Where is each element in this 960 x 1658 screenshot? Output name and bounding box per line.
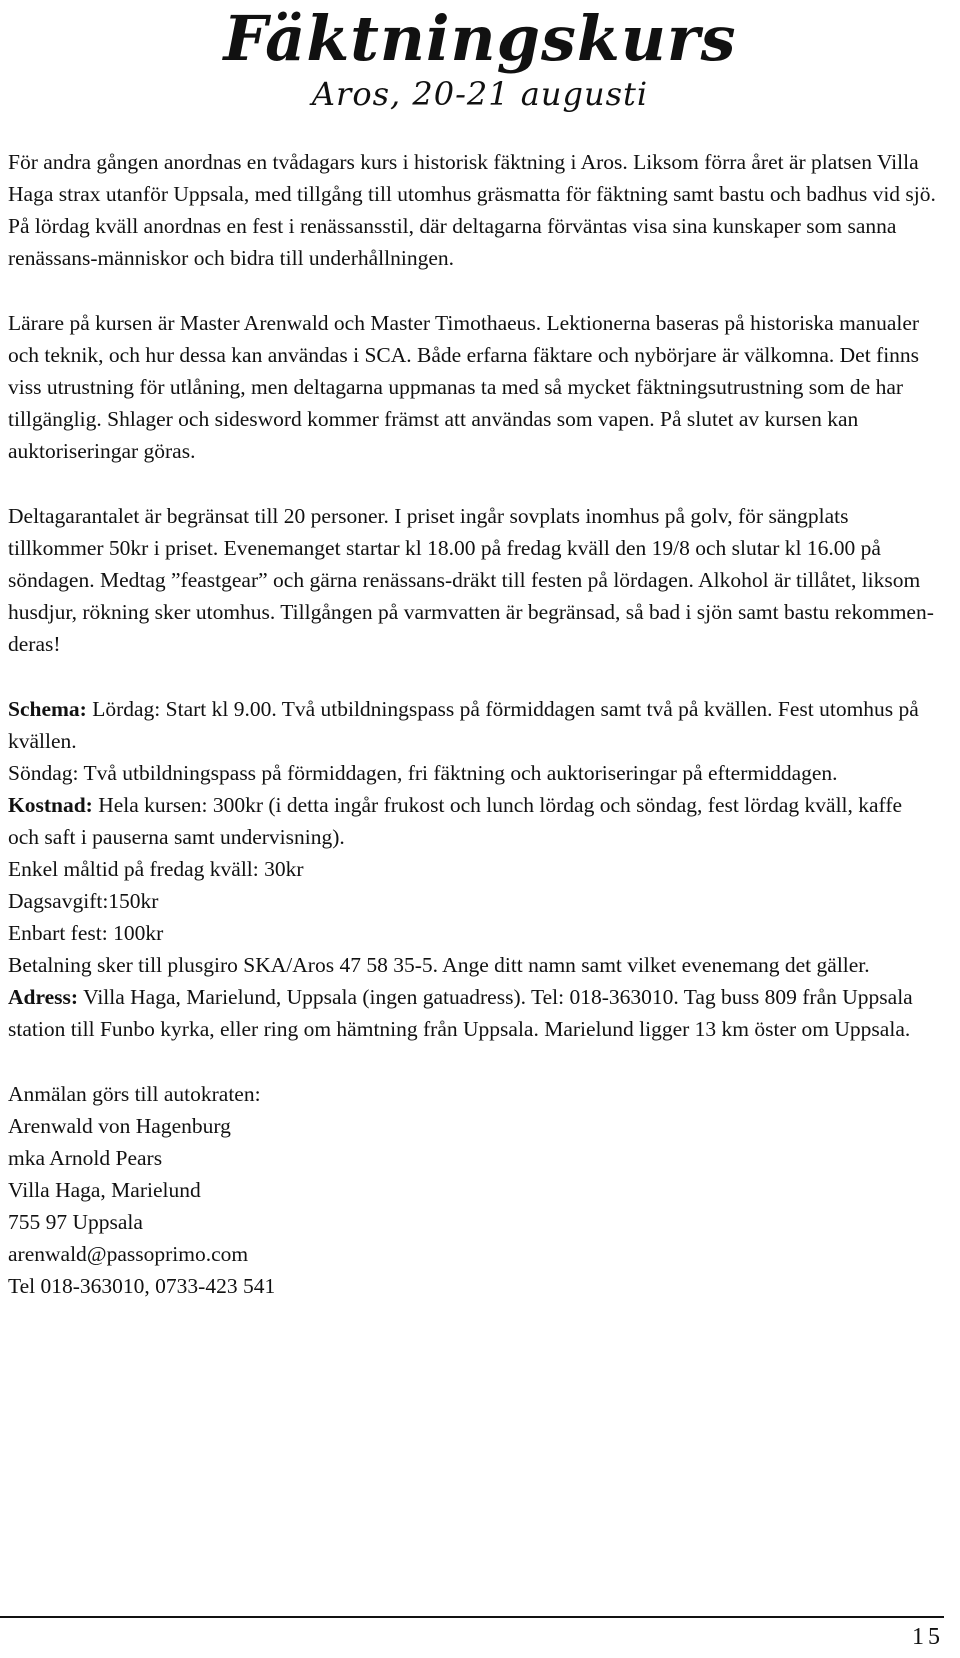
- cost-full-text: Hela kursen: 300kr (i detta ingår frukost och lunch lördag och söndag, fest lördag kväll, kaffe och saft i pauserna samt undervisning).: [8, 793, 903, 849]
- registration-mka: mka Arnold Pears: [8, 1146, 163, 1170]
- address: [8, 981, 938, 1045]
- cost-label: Kostnad:: [8, 793, 93, 817]
- page-title: Fäktningskurs: [223, 2, 737, 75]
- article-body: [8, 146, 938, 1302]
- paragraph-gap: [8, 660, 938, 693]
- cost-full: [8, 789, 938, 853]
- cost-meal: Enkel måltid på fredag kväll: 30kr: [8, 857, 304, 881]
- schedule-sunday: Söndag: Två utbildningspass på förmiddagen, fri fäktning och auktoriseringar på eftermiddagen.: [8, 761, 838, 785]
- registration-phone: Tel 018-363010, 0733-423 541: [8, 1274, 276, 1298]
- page-number: 15: [912, 1624, 944, 1650]
- intro-paragraph: För andra gången anordnas en tvådagars kurs i historisk fäktning i Aros. Liksom förra året är platsen Villa Haga strax utanför Uppsala, med tillgång till utomhus gräsmatta för fäktning samt bastu och badhus vid sjö. På lördag kväll anordnas en fest i renässansstil, där deltagarna förväntas visa sina kunskaper som sanna renässans-människor och bidra till underhållningen.: [8, 150, 936, 270]
- cost-day: Dagsavgift:150kr: [8, 889, 159, 913]
- participants-paragraph: Deltagarantalet är begränsat till 20 personer. I priset ingår sovplats inomhus på golv, för sängplats tillkommer 50kr i priset. Evenemanget startar kl 18.00 på fredag kväll den 19/8 och slutar kl 16.00 på söndagen. Medtag ”feastgear” och gärna renässans-dräkt till festen på lördagen. Alkohol är tillåtet, liksom husdjur, rökning sker utomhus. Tillgången på varmvatten är begränsad, så bad i sjön samt bastu rekommen-deras!: [8, 504, 934, 656]
- paragraph-gap: [8, 1045, 938, 1078]
- registration-street: Villa Haga, Marielund: [8, 1178, 201, 1202]
- address-text: Villa Haga, Marielund, Uppsala (ingen gatuadress). Tel: 018-363010. Tag buss 809 från Uppsala station till Funbo kyrka, eller ring om hämtning från Uppsala. Marielund ligger 13 km öster om Uppsala.: [8, 985, 913, 1041]
- paragraph-gap: [8, 274, 938, 307]
- cost-party: Enbart fest: 100kr: [8, 921, 164, 945]
- schedule-label: Schema:: [8, 697, 87, 721]
- cost-payment: Betalning sker till plusgiro SKA/Aros 47 58 35-5. Ange ditt namn samt vilket evenemang det gäller.: [8, 953, 870, 977]
- teachers-paragraph: Lärare på kursen är Master Arenwald och Master Timothaeus. Lektionerna baseras på historiska manualer och teknik, och hur dessa kan användas i SCA. Både erfarna fäktare och nybörjare är välkomna. Det finns viss utrustning för utlåning, men deltagarna uppmanas ta med så mycket fäktningsutrustning som de har tillgänglig. Shlager och sidesword kommer främst att användas som vapen. På slutet av kursen kan auktoriseringar göras.: [8, 311, 920, 463]
- registration-heading: Anmälan görs till autokraten:: [8, 1082, 261, 1106]
- registration-name: Arenwald von Hagenburg: [8, 1114, 231, 1138]
- registration-city: 755 97 Uppsala: [8, 1210, 143, 1234]
- address-label: Adress:: [8, 985, 79, 1009]
- schedule-saturday: [8, 693, 938, 757]
- registration-email[interactable]: arenwald@passoprimo.com: [8, 1242, 249, 1266]
- schedule-saturday-text: Lördag: Start kl 9.00. Två utbildningspass på förmiddagen samt två på kvällen. Fest utomhus på kvällen.: [8, 697, 919, 753]
- page-subtitle: Aros, 20-21 augusti: [311, 75, 649, 113]
- footer-divider: [0, 1616, 944, 1618]
- paragraph-gap: [8, 467, 938, 500]
